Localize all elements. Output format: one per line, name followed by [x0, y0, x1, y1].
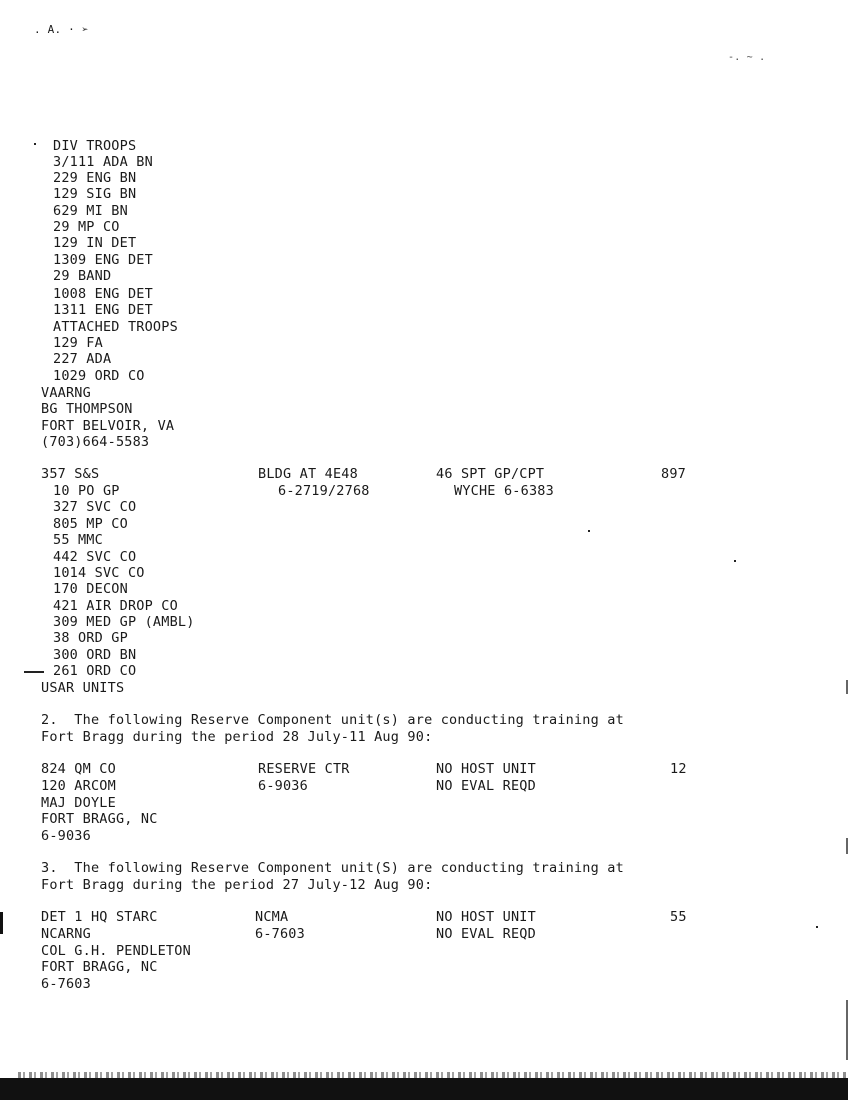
scan-edge-line	[0, 912, 3, 934]
host-cell: 46 SPT GP/CPT	[436, 466, 545, 482]
site-cell: NCMA	[255, 909, 289, 925]
site-cell: 6-7603	[255, 926, 305, 942]
contact-name: BG THOMPSON	[41, 401, 133, 417]
arrow-mark	[24, 671, 44, 673]
unit-cell: 10 PO GP	[53, 483, 120, 499]
list-item: 29 BAND	[53, 268, 112, 284]
list-item: 1014 SVC CO	[53, 565, 145, 581]
paragraph-2-line-2: Fort Bragg during the period 28 July-11 Aug 90:	[41, 729, 433, 745]
scan-speck	[588, 530, 590, 532]
margin-speck	[34, 143, 36, 145]
unit-cell: DET 1 HQ STARC	[41, 909, 158, 925]
div-troops-heading: DIV TROOPS	[53, 138, 137, 154]
unit-cell: NCARNG	[41, 926, 91, 942]
contact-phone: 6-9036	[41, 828, 91, 844]
list-item: 421 AIR DROP CO	[53, 598, 178, 614]
paragraph-3-line-2: Fort Bragg during the period 27 July-12 Aug 90:	[41, 877, 433, 893]
list-item: 29 MP CO	[53, 219, 120, 235]
list-item: 1309 ENG DET	[53, 252, 153, 268]
list-item: 309 MED GP (AMBL)	[53, 614, 195, 630]
usar-units-label: USAR UNITS	[41, 680, 125, 696]
list-item: 170 DECON	[53, 581, 128, 597]
count-cell: 897	[661, 466, 686, 482]
list-item: 129 FA	[53, 335, 103, 351]
unit-cell: 357 S&S	[41, 466, 100, 482]
scan-bottom-band	[0, 1078, 848, 1100]
unit-cell: 120 ARCOM	[41, 778, 116, 794]
paragraph-2-line-1: 2. The following Reserve Component unit(s) are conducting training at	[41, 712, 624, 728]
top-left-mark: . A. · ➢	[34, 23, 89, 36]
list-item: 1311 ENG DET	[53, 302, 153, 318]
list-item: 229 ENG BN	[53, 170, 137, 186]
contact-phone: 6-7603	[41, 976, 91, 992]
scan-speck	[816, 926, 818, 928]
contact-org: VAARNG	[41, 385, 91, 401]
list-item: 3/111 ADA BN	[53, 154, 153, 170]
count-cell: 55	[670, 909, 687, 925]
list-item: 1029 ORD CO	[53, 368, 145, 384]
list-item: 327 SVC CO	[53, 499, 137, 515]
list-item: 805 MP CO	[53, 516, 128, 532]
list-item: 227 ADA	[53, 351, 112, 367]
list-item: 129 IN DET	[53, 235, 137, 251]
unit-cell: 824 QM CO	[41, 761, 116, 777]
list-item: 629 MI BN	[53, 203, 128, 219]
list-item: 300 ORD BN	[53, 647, 137, 663]
paragraph-3-line-1: 3. The following Reserve Component unit(S) are conducting training at	[41, 860, 624, 876]
host-cell: NO HOST UNIT	[436, 909, 536, 925]
scan-speck	[734, 560, 736, 562]
contact-location: FORT BELVOIR, VA	[41, 418, 175, 434]
contact-name: MAJ DOYLE	[41, 795, 116, 811]
site-cell: BLDG AT 4E48	[258, 466, 358, 482]
list-item: 1008 ENG DET	[53, 286, 153, 302]
site-cell: 6-2719/2768	[278, 483, 370, 499]
host-cell: NO EVAL REQD	[436, 778, 536, 794]
list-item: 38 ORD GP	[53, 630, 128, 646]
site-cell: 6-9036	[258, 778, 308, 794]
host-cell: NO HOST UNIT	[436, 761, 536, 777]
host-cell: WYCHE 6-6383	[454, 483, 554, 499]
contact-name: COL G.H. PENDLETON	[41, 943, 191, 959]
list-item: 129 SIG BN	[53, 186, 137, 202]
host-cell: NO EVAL REQD	[436, 926, 536, 942]
attached-troops-heading: ATTACHED TROOPS	[53, 319, 178, 335]
contact-phone: (703)664-5583	[41, 434, 150, 450]
contact-location: FORT BRAGG, NC	[41, 811, 158, 827]
contact-location: FORT BRAGG, NC	[41, 959, 158, 975]
list-item: 442 SVC CO	[53, 549, 137, 565]
site-cell: RESERVE CTR	[258, 761, 350, 777]
list-item: 55 MMC	[53, 532, 103, 548]
count-cell: 12	[670, 761, 687, 777]
list-item: 261 ORD CO	[53, 663, 137, 679]
top-right-mark: -. ~ .	[728, 52, 766, 63]
